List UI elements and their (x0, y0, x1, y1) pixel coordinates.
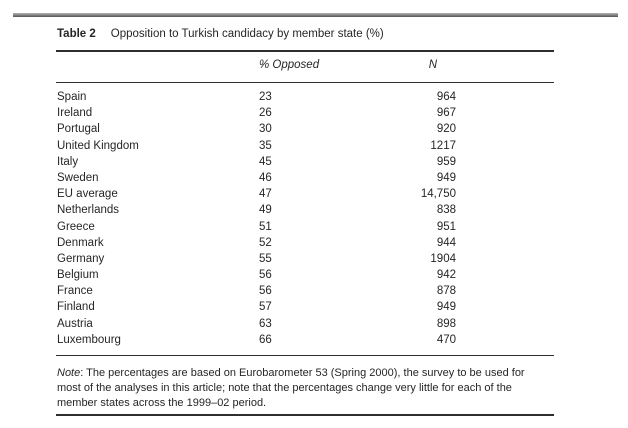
column-header-state (56, 59, 259, 71)
table-row (56, 301, 554, 317)
table-title (57, 28, 554, 40)
cell-state: Greece (57, 220, 95, 233)
cell-opposed: 57 (259, 301, 272, 314)
table-row (56, 188, 554, 204)
note-line-1-text: : The percentages are based on Eurobarometer 53 (Spring 2000), the survey to be used for (80, 367, 525, 379)
cell-n: 838 (436, 204, 456, 217)
cell-opposed: 55 (259, 252, 272, 265)
table-row (56, 123, 554, 139)
cell-n: 898 (436, 317, 456, 330)
cell-opposed: 47 (259, 188, 272, 201)
cell-state: Finland (57, 301, 95, 314)
note-line-2: most of the analyses in this article; note that the percentages change very little for each of the (57, 382, 512, 395)
cell-opposed: 23 (259, 91, 272, 103)
cell-state: Germany (57, 252, 105, 265)
table-row (56, 237, 554, 253)
cell-state: Netherlands (57, 204, 120, 217)
cell-n: 949 (436, 171, 456, 184)
cell-state: Sweden (57, 171, 99, 184)
table-row (56, 204, 554, 220)
cell-n: 1904 (430, 252, 456, 265)
cell-opposed: 52 (259, 236, 272, 249)
cell-state: Spain (57, 91, 87, 103)
cell-opposed: 56 (259, 285, 272, 298)
cell-opposed: 66 (259, 333, 272, 346)
cell-state: Italy (57, 155, 79, 168)
table-number-label: Table 2 (57, 28, 96, 40)
cell-n: 1217 (430, 139, 456, 152)
cell-n: 949 (436, 301, 456, 314)
rule-below-header (56, 82, 554, 83)
note-label: Note (57, 367, 81, 379)
cell-n: 959 (436, 155, 456, 168)
cell-n: 964 (436, 91, 456, 103)
cell-state: Denmark (57, 236, 104, 249)
cell-n: 470 (436, 333, 456, 346)
cell-n: 920 (436, 123, 456, 136)
cell-state: Portugal (57, 123, 100, 136)
cell-state: United Kingdom (57, 139, 139, 152)
cell-opposed: 30 (259, 123, 272, 136)
table-caption: Opposition to Turkish candidacy by member state (%) (110, 28, 384, 40)
page-edge-bar (13, 13, 618, 17)
rule-bottom (56, 414, 554, 416)
cell-n: 951 (436, 220, 456, 233)
table-body (56, 91, 554, 350)
table-row (56, 334, 554, 350)
cell-n: 944 (436, 236, 456, 249)
cell-opposed: 26 (259, 107, 272, 120)
rule-above-note (56, 355, 554, 356)
table-note (57, 366, 557, 412)
cell-opposed: 49 (259, 204, 272, 217)
cell-n: 942 (436, 269, 456, 282)
cell-state: Luxembourg (57, 333, 121, 346)
table-row (56, 269, 554, 285)
column-header-opposed: % Opposed (259, 59, 320, 71)
note-line-1 (57, 366, 557, 381)
cell-opposed: 63 (259, 317, 272, 330)
cell-state: Ireland (57, 107, 93, 120)
table-row (56, 318, 554, 334)
cell-opposed: 46 (259, 171, 272, 184)
cell-state: Belgium (57, 269, 99, 282)
cell-n: 878 (436, 285, 456, 298)
cell-opposed: 35 (259, 139, 272, 152)
table-row (56, 91, 554, 107)
cell-n: 14,750 (420, 188, 456, 201)
table-row (56, 172, 554, 188)
cell-opposed: 45 (259, 155, 272, 168)
rule-below-title (56, 50, 554, 52)
table-row (56, 156, 554, 172)
table-row (56, 221, 554, 237)
cell-state: EU average (57, 188, 118, 201)
table-row (56, 140, 554, 156)
cell-state: France (57, 285, 93, 298)
column-header-n: N (428, 59, 437, 71)
cell-opposed: 51 (259, 220, 272, 233)
table-row (56, 107, 554, 123)
table-row (56, 285, 554, 301)
cell-n: 967 (436, 107, 456, 120)
cell-opposed: 56 (259, 269, 272, 282)
table-header-row (56, 59, 554, 71)
cell-state: Austria (57, 317, 93, 330)
note-line-3: member states across the 1999–02 period. (57, 397, 267, 410)
table-row (56, 253, 554, 269)
